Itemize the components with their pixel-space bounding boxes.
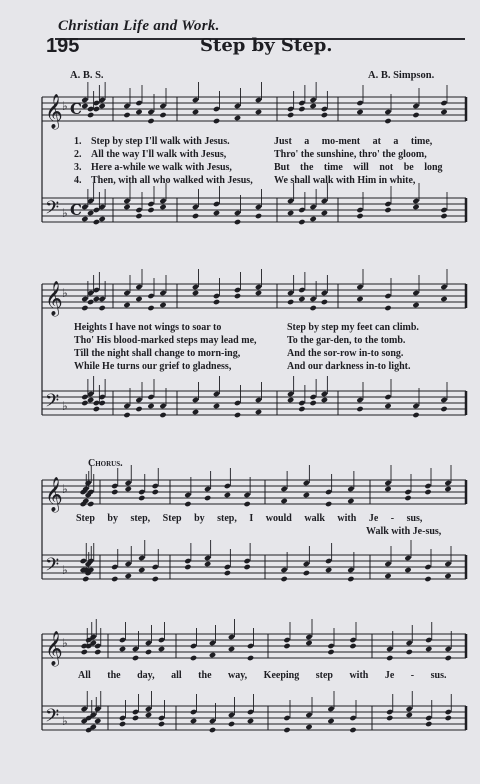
note-head bbox=[440, 109, 447, 115]
note-head bbox=[309, 103, 316, 109]
note-head bbox=[298, 106, 305, 112]
note-head bbox=[356, 406, 363, 412]
note-head bbox=[213, 210, 220, 216]
note-head bbox=[98, 216, 105, 222]
note-head bbox=[123, 112, 130, 118]
note-head bbox=[111, 489, 118, 495]
note-head bbox=[152, 576, 159, 582]
note-head bbox=[234, 219, 241, 225]
note-head bbox=[384, 573, 391, 579]
note-head bbox=[123, 412, 130, 418]
lyric-right: And our darkness in-to light. bbox=[287, 361, 411, 372]
note-head bbox=[305, 640, 312, 646]
key-signature-flat: ♭ bbox=[62, 636, 68, 650]
note-head bbox=[152, 489, 159, 495]
note-head bbox=[280, 576, 287, 582]
note-head bbox=[138, 567, 145, 573]
lyric-left: Step by step I'll walk with Jesus. bbox=[91, 136, 230, 147]
note-head bbox=[287, 397, 294, 403]
verse-number: 2. bbox=[74, 149, 82, 160]
note-head bbox=[184, 501, 191, 507]
note-head bbox=[356, 109, 363, 115]
note-head bbox=[209, 727, 216, 733]
note-head bbox=[406, 712, 413, 718]
note-head bbox=[111, 576, 118, 582]
note-head bbox=[287, 299, 294, 305]
note-head bbox=[125, 486, 132, 492]
key-signature-flat: ♭ bbox=[62, 99, 68, 113]
note-head bbox=[309, 305, 316, 311]
note-head bbox=[123, 204, 130, 210]
verse-number: 1. bbox=[74, 136, 82, 147]
note-head bbox=[234, 115, 241, 121]
note-head bbox=[94, 649, 101, 655]
treble-clef: 𝄞 bbox=[45, 631, 63, 666]
note-head bbox=[255, 213, 262, 219]
lyric-left: While He turns our grief to gladness, bbox=[74, 361, 232, 372]
verse-lyrics-line2 bbox=[74, 322, 464, 382]
note-head bbox=[283, 643, 290, 649]
note-head bbox=[305, 724, 312, 730]
verse-number: 4. bbox=[74, 175, 82, 186]
note-head bbox=[81, 216, 88, 222]
note-head bbox=[147, 403, 154, 409]
bass-clef: 𝄢 bbox=[45, 198, 60, 223]
note-head bbox=[135, 213, 142, 219]
chorus-lyric-line1: Step by step, Step by step, I would walk with Je - sus, bbox=[76, 513, 423, 524]
note-head bbox=[192, 213, 199, 219]
note-head bbox=[287, 112, 294, 118]
note-head bbox=[119, 646, 126, 652]
lyric-left: Then, with all who walked with Jesus, bbox=[91, 175, 253, 186]
note-head bbox=[384, 305, 391, 311]
note-head bbox=[234, 293, 241, 299]
note-head bbox=[213, 299, 220, 305]
note-head bbox=[287, 210, 294, 216]
note-head bbox=[303, 570, 310, 576]
note-head bbox=[192, 409, 199, 415]
note-head bbox=[159, 112, 166, 118]
note-head bbox=[213, 403, 220, 409]
note-head bbox=[444, 486, 451, 492]
note-head bbox=[145, 712, 152, 718]
lyric-right: To the gar-den, to the tomb. bbox=[287, 335, 406, 346]
note-head bbox=[247, 655, 254, 661]
key-signature-flat: ♭ bbox=[62, 482, 68, 496]
lyric-left: Heights I have not wings to soar to bbox=[74, 322, 222, 333]
note-head bbox=[255, 409, 262, 415]
lyric-right: And the sor-row in-to song. bbox=[287, 348, 404, 359]
note-head bbox=[138, 495, 145, 501]
note-head bbox=[356, 213, 363, 219]
note-head bbox=[356, 296, 363, 302]
note-head bbox=[283, 727, 290, 733]
bass-clef: 𝄢 bbox=[45, 555, 60, 580]
note-head bbox=[209, 652, 216, 658]
note-head bbox=[386, 655, 393, 661]
note-head bbox=[98, 103, 105, 109]
note-head bbox=[81, 649, 88, 655]
note-head bbox=[327, 718, 334, 724]
note-head bbox=[93, 219, 100, 225]
key-signature-flat: ♭ bbox=[62, 206, 68, 220]
note-head bbox=[135, 406, 142, 412]
hymn-number: 195 bbox=[46, 35, 80, 57]
note-head bbox=[347, 498, 354, 504]
note-head bbox=[440, 296, 447, 302]
section-heading: Christian Life and Work. bbox=[58, 18, 220, 34]
lyric-left: All the way I'll walk with Jesus, bbox=[91, 149, 227, 160]
note-head bbox=[234, 412, 241, 418]
note-head bbox=[94, 718, 101, 724]
note-head bbox=[159, 302, 166, 308]
note-head bbox=[404, 567, 411, 573]
note-head bbox=[147, 305, 154, 311]
note-head bbox=[93, 406, 100, 412]
note-head bbox=[384, 403, 391, 409]
note-head bbox=[349, 727, 356, 733]
note-head bbox=[135, 109, 142, 115]
bass-clef: 𝄢 bbox=[45, 706, 60, 731]
treble-clef: 𝄞 bbox=[45, 281, 63, 316]
note-head bbox=[412, 412, 419, 418]
time-signature: C bbox=[70, 100, 82, 118]
note-head bbox=[159, 412, 166, 418]
note-head bbox=[145, 649, 152, 655]
chorus-bass-lyric: Walk with Je-sus, bbox=[366, 526, 442, 537]
note-head bbox=[204, 561, 211, 567]
note-head bbox=[412, 204, 419, 210]
note-head bbox=[192, 109, 199, 115]
note-head bbox=[119, 721, 126, 727]
treble-clef: 𝄞 bbox=[45, 477, 63, 512]
lyric-right: Step by step my feet can climb. bbox=[287, 322, 419, 333]
note-head bbox=[243, 501, 250, 507]
note-head bbox=[321, 210, 328, 216]
note-head bbox=[298, 219, 305, 225]
note-head bbox=[425, 646, 432, 652]
note-head bbox=[87, 112, 94, 118]
note-head bbox=[321, 112, 328, 118]
note-head bbox=[135, 296, 142, 302]
note-head bbox=[440, 213, 447, 219]
note-head bbox=[255, 290, 262, 296]
note-head bbox=[125, 573, 132, 579]
note-head bbox=[325, 501, 332, 507]
note-head bbox=[321, 299, 328, 305]
note-head bbox=[309, 216, 316, 222]
note-head bbox=[424, 576, 431, 582]
note-head bbox=[132, 715, 139, 721]
note-head bbox=[81, 305, 88, 311]
note-head bbox=[82, 576, 89, 582]
note-head bbox=[192, 290, 199, 296]
chorus-lyric-line2: All the day, all the way, Keeping step with Je - sus. bbox=[78, 670, 447, 681]
lyric-right: Just a mo-ment at a time, bbox=[274, 136, 433, 147]
note-head bbox=[424, 489, 431, 495]
note-head bbox=[132, 655, 139, 661]
note-head bbox=[158, 721, 165, 727]
treble-clef: 𝄞 bbox=[45, 94, 63, 129]
words-credit: A. B. S. bbox=[70, 70, 104, 81]
note-head bbox=[243, 564, 250, 570]
note-head bbox=[280, 498, 287, 504]
note-head bbox=[425, 721, 432, 727]
note-head bbox=[445, 715, 452, 721]
note-head bbox=[81, 400, 88, 406]
note-head bbox=[440, 406, 447, 412]
lyric-left: Tho' His blood-marked steps may lead me, bbox=[74, 335, 257, 346]
time-signature: C bbox=[70, 201, 82, 219]
key-signature-flat: ♭ bbox=[62, 563, 68, 577]
key-signature-flat: ♭ bbox=[62, 399, 68, 413]
note-head bbox=[228, 721, 235, 727]
note-head bbox=[384, 118, 391, 124]
note-head bbox=[386, 715, 393, 721]
note-head bbox=[412, 112, 419, 118]
note-head bbox=[406, 649, 413, 655]
note-head bbox=[303, 492, 310, 498]
note-head bbox=[255, 109, 262, 115]
verse-number: 3. bbox=[74, 162, 82, 173]
note-head bbox=[158, 646, 165, 652]
note-head bbox=[298, 296, 305, 302]
note-head bbox=[87, 397, 94, 403]
note-head bbox=[184, 564, 191, 570]
note-head bbox=[445, 655, 452, 661]
note-head bbox=[93, 296, 100, 302]
note-head bbox=[384, 207, 391, 213]
lyric-left: Till the night shall change to morn-ing, bbox=[74, 348, 241, 359]
note-head bbox=[159, 204, 166, 210]
note-head bbox=[309, 400, 316, 406]
note-head bbox=[327, 649, 334, 655]
note-head bbox=[98, 305, 105, 311]
note-head bbox=[190, 655, 197, 661]
note-head bbox=[123, 302, 130, 308]
lyric-left: Here a-while we walk with Jesus, bbox=[91, 162, 232, 173]
note-head bbox=[147, 118, 154, 124]
lyric-right: We shall walk with Him in white, bbox=[274, 175, 416, 186]
note-head bbox=[224, 570, 231, 576]
note-head bbox=[349, 643, 356, 649]
note-head bbox=[204, 495, 211, 501]
note-head bbox=[87, 210, 94, 216]
music-credit: A. B. Simpson. bbox=[368, 70, 435, 81]
note-head bbox=[444, 573, 451, 579]
key-signature-flat: ♭ bbox=[62, 286, 68, 300]
verse-lyrics-line1 bbox=[74, 136, 464, 196]
note-head bbox=[213, 118, 220, 124]
key-signature-flat: ♭ bbox=[62, 714, 68, 728]
hymn-title: Step by Step. bbox=[200, 35, 333, 56]
note-head bbox=[147, 207, 154, 213]
note-head bbox=[321, 397, 328, 403]
lyric-right: Thro' the sunshine, thro' the gloom, bbox=[274, 149, 427, 160]
note-head bbox=[347, 576, 354, 582]
note-head bbox=[325, 567, 332, 573]
lyric-right: But the time will not be long bbox=[274, 162, 443, 173]
note-head bbox=[384, 486, 391, 492]
note-head bbox=[247, 718, 254, 724]
note-head bbox=[412, 302, 419, 308]
note-head bbox=[190, 718, 197, 724]
note-head bbox=[81, 103, 88, 109]
note-head bbox=[228, 646, 235, 652]
note-head bbox=[87, 299, 94, 305]
bass-clef: 𝄢 bbox=[45, 391, 60, 416]
note-head bbox=[298, 406, 305, 412]
note-head bbox=[224, 492, 231, 498]
chorus-label: Chorus. bbox=[88, 458, 123, 469]
note-head bbox=[404, 495, 411, 501]
